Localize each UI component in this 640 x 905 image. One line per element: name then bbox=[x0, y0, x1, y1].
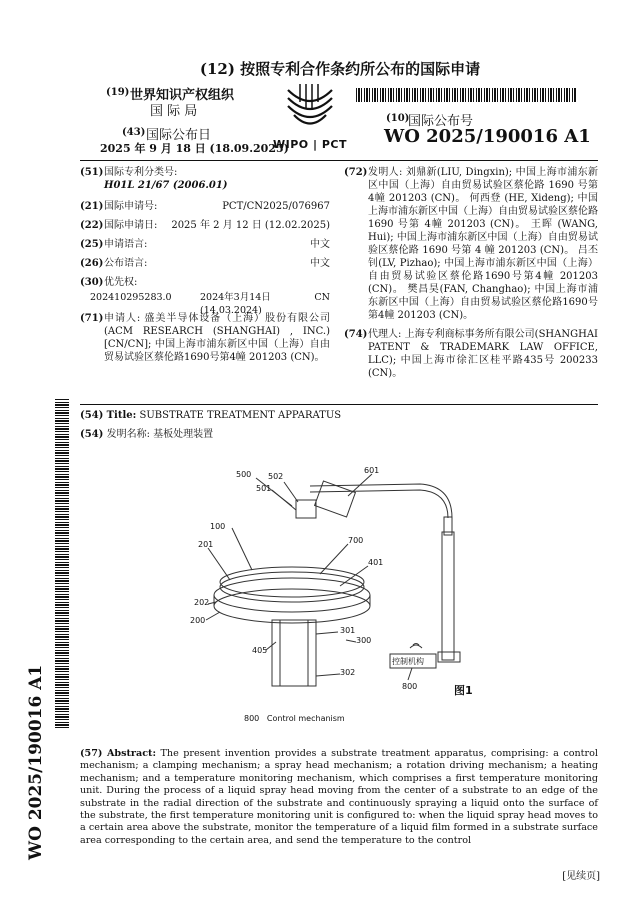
title-zh: (54) 发明名称: 基板处理装置 bbox=[80, 429, 214, 440]
fig-label-401: 401 bbox=[368, 558, 384, 567]
fig-label-201: 201 bbox=[198, 540, 214, 549]
fig-label-302: 302 bbox=[340, 668, 356, 677]
fig-label-601: 601 bbox=[364, 466, 380, 475]
patent-figure bbox=[180, 462, 480, 702]
biblio-field-21: (21) 国际申请号: PCT/CN2025/076967 bbox=[80, 201, 330, 212]
pubno-value: WO 2025/190016 A1 bbox=[384, 126, 591, 147]
agent: (74) 代理人: 上海专利商标事务所有限公司(SHANGHAI PATENT & TRADEMARK LAW OFFICE, LLC); 中国上海市徐汇区桂平路435号 200233 (CN)。 bbox=[344, 329, 598, 379]
inventors: (72) 发明人: 刘鼎新(LIU, Dingxin); 中国上海市浦东新区中国（上海）自由贸易试验区蔡伦路 1690 号第 4幢 201203 (CN)。 何西登 (HE, Xideng); 中国上海市浦东新区中国（上海）自由贸易试验区蔡伦路 1690 号第 4幢 201203 (CN)。 王晖 (WANG, Hui); 中国上海市浦东新区中国（上海）自由贸易试验区蔡伦路 1690 号第 4 幢 201203 (CN)。 吕丕钊(LV, Pizhao); 中国上海市浦东新区中国（上海）自由贸易试验区蔡伦路1690号第4幢 201203 (CN)。 樊昌昊(FAN, Changhao); 中国上海市浦东新区中国（上海）自由贸易试验区蔡伦路1690号第4幢 201203 (CN)。 bbox=[344, 167, 598, 321]
figure-caption: 800 Control mechanism bbox=[244, 714, 345, 723]
biblio-field-51: (51) 国际专利分类号: bbox=[80, 167, 178, 178]
fig-label-501: 501 bbox=[256, 484, 272, 493]
biblio-right bbox=[344, 166, 598, 380]
biblio-field-22: (22) 国际申请日: 2025 年 2 月 12 日 (12.02.2025) bbox=[80, 220, 330, 231]
biblio-left bbox=[80, 166, 330, 364]
fig-label-100: 100 bbox=[210, 522, 226, 531]
pubno-code: (10) bbox=[386, 113, 410, 124]
fig-label-502: 502 bbox=[268, 472, 284, 481]
pubno-label: 国际公布号 bbox=[408, 114, 474, 129]
fig-label-300: 300 bbox=[356, 636, 372, 645]
continued-marker: [见续页] bbox=[562, 871, 600, 882]
applicant: (71) 申请人: 盛美半导体设备（上海）股份有限公司(ACM RESEARCH (SHANGHAI) , INC.) [CN/CN]; 中国上海市浦东新区中国（上海）自由贸易试验区蔡伦路1690号第4幢 201203 (CN)。 bbox=[80, 313, 330, 363]
header-barcode bbox=[356, 88, 576, 102]
biblio-field-30: (30) 优先权: bbox=[80, 277, 138, 288]
pubdate-value: 2025 年 9 月 18 日 (18.09.2025) bbox=[100, 142, 289, 155]
ipc-class: H01L 21/67 (2006.01) bbox=[104, 180, 228, 191]
wipo-emblem-icon bbox=[270, 82, 350, 134]
control-box-label: 控制机构 bbox=[392, 657, 424, 666]
fig-label-700: 700 bbox=[348, 536, 364, 545]
org-code: (19) bbox=[106, 87, 130, 98]
wipo-logo-text: WIPO | PCT bbox=[273, 138, 347, 151]
org-name: 世界知识产权组织 bbox=[130, 88, 235, 103]
priority-row: 202410295283.0 2024年3月14日 (14.03.2024) CN bbox=[90, 292, 330, 316]
fig-label-200: 200 bbox=[190, 616, 206, 625]
header-rule bbox=[80, 160, 598, 161]
fig-label-500: 500 bbox=[236, 470, 252, 479]
document-title: (12) 按照专利合作条约所公布的国际申请 bbox=[199, 60, 481, 78]
wipo-logo bbox=[270, 82, 350, 150]
apparatus-drawing-icon bbox=[180, 462, 480, 702]
fig-label-405: 405 bbox=[252, 646, 268, 655]
biblio-field-25: (25) 申请语言: 中文 bbox=[80, 239, 330, 250]
figure-number: 图1 bbox=[454, 684, 473, 697]
side-barcode bbox=[55, 398, 69, 728]
side-pubno: WO 2025/190016 A1 bbox=[26, 664, 46, 860]
fig-label-301: 301 bbox=[340, 626, 356, 635]
title-en: (54) Title: SUBSTRATE TREATMENT APPARATUS bbox=[80, 410, 342, 421]
pubdate-label: 国际公布日 bbox=[146, 128, 212, 143]
biblio-field-26: (26) 公布语言: 中文 bbox=[80, 258, 330, 269]
abstract: (57) Abstract: The present invention provides a substrate treatment apparatus, comprising: a control mechanism; a clamping mechanism; a spray head mechanism; a rotation driving mechanism; a heating mechanism; and a temperature monitoring mechanism, which comprises a first temperature monitoring unit. During the process of a liquid spray head moving from the center of a substrate to an edge of the substrate in the radial direction of the substrate and continuously spraying a liquid onto the surface of the substrate, the first temperature monitoring unit is configured to: when the liquid spray head moves to a certain area above the substrate, monitor the temperature of a liquid film formed in a substrate surface area corresponding to the certain area, and send the temperature to the control bbox=[80, 748, 598, 846]
fig-label-202: 202 bbox=[194, 598, 210, 607]
org-bureau: 国 际 局 bbox=[150, 104, 198, 119]
section-rule bbox=[80, 404, 598, 405]
fig-label-800: 800 bbox=[402, 682, 418, 691]
pubdate-code: (43) bbox=[122, 127, 146, 138]
